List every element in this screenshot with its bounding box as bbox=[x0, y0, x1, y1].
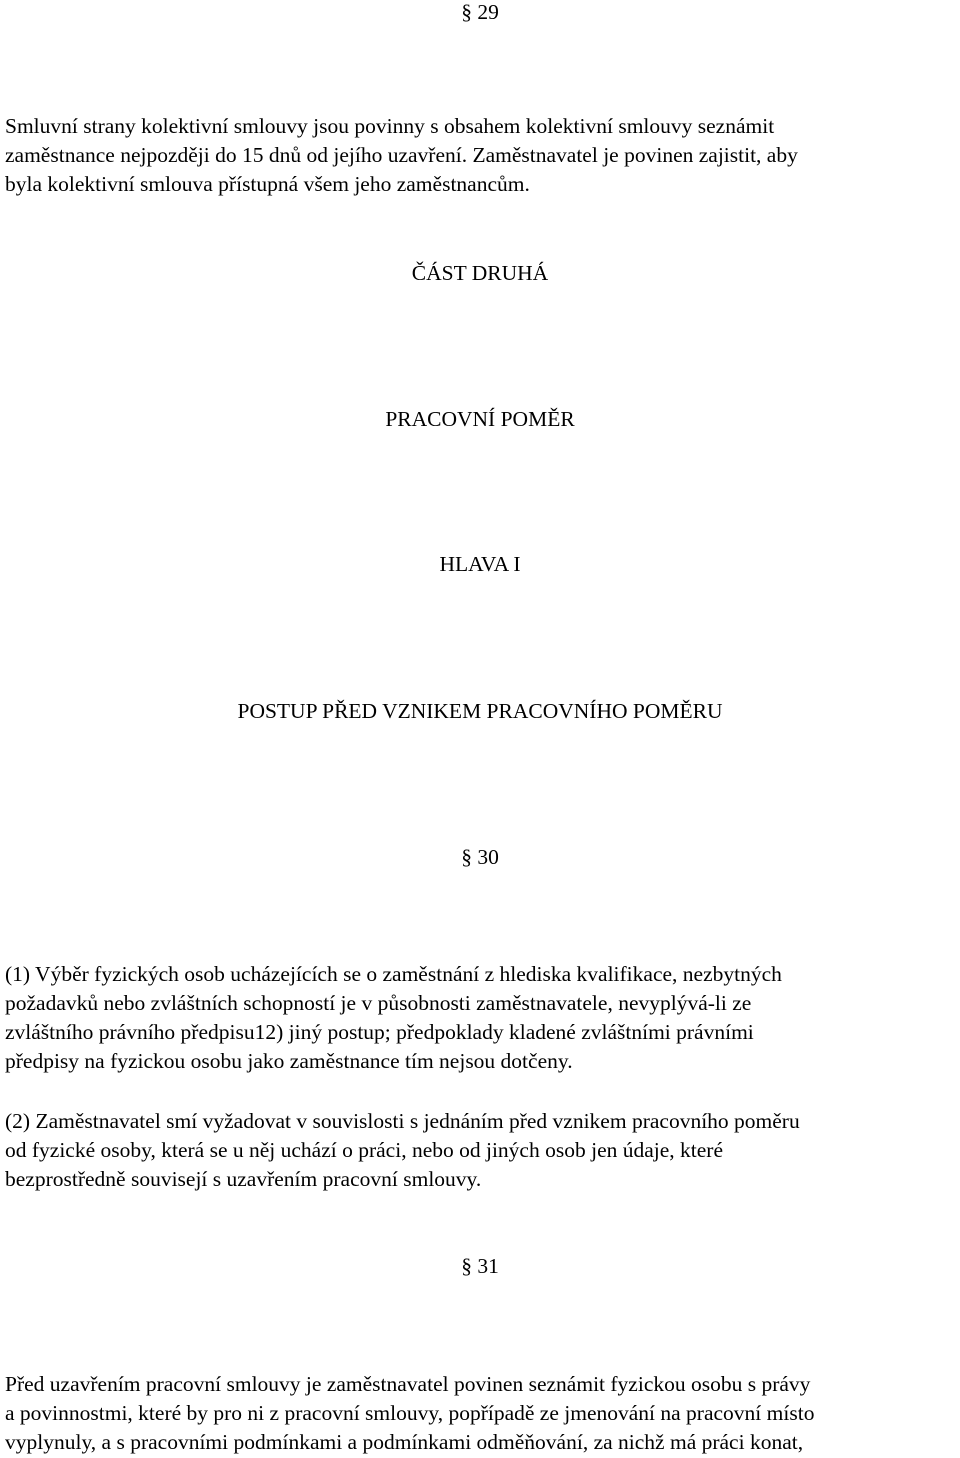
s30-p1-line-4: předpisy na fyzickou osobu jako zaměstnance tím nejsou dotčeny. bbox=[5, 1049, 573, 1073]
s30-p1-line-3: zvláštního právního předpisu12) jiný postup; předpoklady kladené zvláštními právními bbox=[5, 1020, 754, 1044]
s30-p1-line-2: požadavků nebo zvláštních schopností je v působnosti zaměstnavatele, nevyplývá-li ze bbox=[5, 991, 752, 1015]
section-29-heading: § 29 bbox=[461, 0, 499, 24]
head-subtitle: POSTUP PŘED VZNIKEM PRACOVNÍHO POMĚRU bbox=[237, 699, 723, 723]
s30-p2-line-1: (2) Zaměstnavatel smí vyžadovat v souvislosti s jednáním před vznikem pracovního poměru bbox=[5, 1109, 800, 1133]
s30-p2-line-2: od fyzické osoby, která se u něj uchází o práci, nebo od jiných osob jen údaje, které bbox=[5, 1138, 724, 1162]
intro-line-2: zaměstnance nejpozději do 15 dnů od jejího uzavření. Zaměstnavatel je povinen zajistit, aby bbox=[5, 143, 798, 167]
section-31-heading: § 31 bbox=[461, 1254, 499, 1278]
head-title: HLAVA I bbox=[439, 552, 521, 576]
intro-line-1: Smluvní strany kolektivní smlouvy jsou povinny s obsahem kolektivní smlouvy seznámit bbox=[5, 114, 775, 138]
s31-line-2: a povinnostmi, které by pro ni z pracovní smlouvy, popřípadě ze jmenování na pracovní místo bbox=[5, 1401, 815, 1425]
s30-p2-line-3: bezprostředně souvisejí s uzavřením pracovní smlouvy. bbox=[5, 1167, 482, 1191]
s31-line-3: vyplynuly, a s pracovními podmínkami a podmínkami odměňování, za nichž má práci konat, bbox=[5, 1430, 804, 1454]
intro-line-3: byla kolektivní smlouva přístupná všem jeho zaměstnancům. bbox=[5, 172, 530, 196]
s30-p1-line-1: (1) Výběr fyzických osob ucházejících se o zaměstnání z hlediska kvalifikace, nezbytných bbox=[5, 962, 782, 986]
part-subtitle: PRACOVNÍ POMĚR bbox=[385, 407, 575, 431]
section-30-heading: § 30 bbox=[461, 845, 499, 869]
part-title: ČÁST DRUHÁ bbox=[411, 261, 549, 285]
s31-line-1: Před uzavřením pracovní smlouvy je zaměstnavatel povinen seznámit fyzickou osobu s právy bbox=[5, 1372, 811, 1396]
